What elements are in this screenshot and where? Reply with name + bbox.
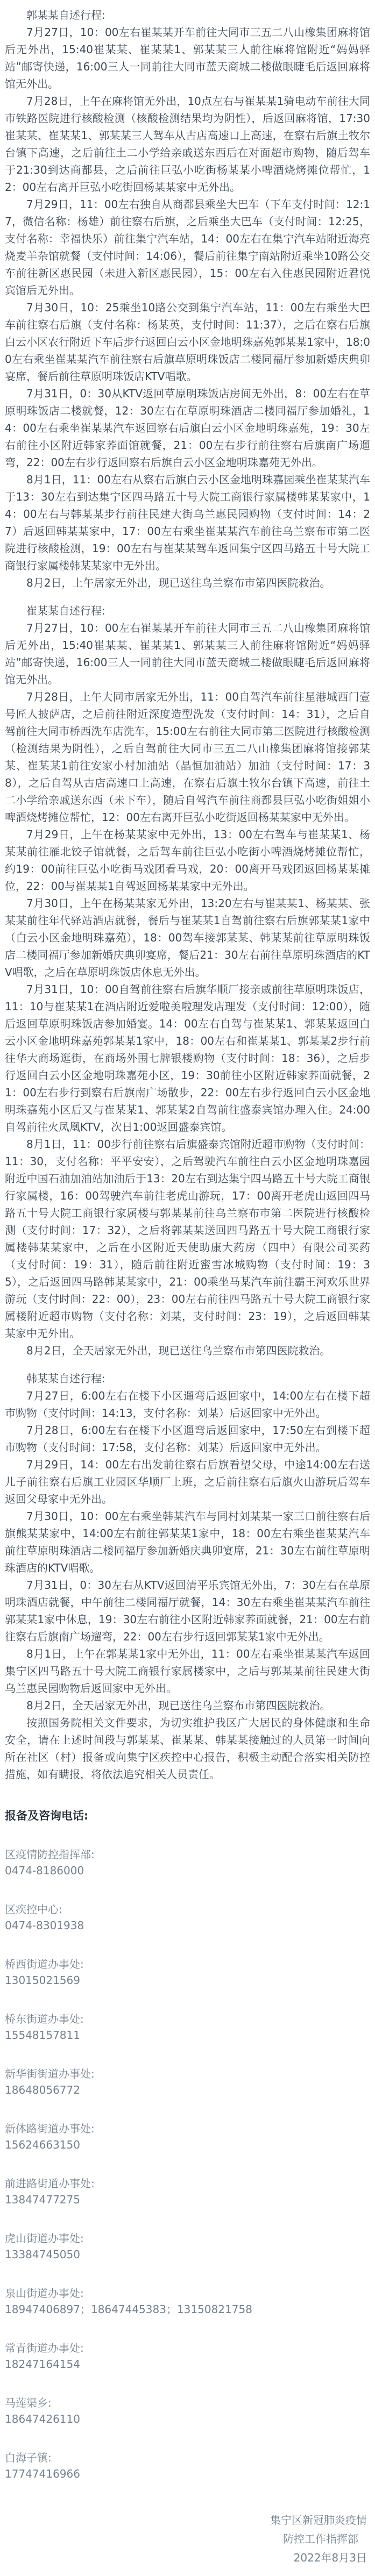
hotline-label: 区疾控中心: [5,1903,62,1916]
hotline-number: 0474-8301938 [5,1919,84,1932]
hotline-section-title: 报备及咨询电话: [5,1809,89,1822]
section-han-itinerary [5,1370,370,1783]
hotline-entry [5,2175,370,2208]
hotline-label: 白海子镇: [5,2451,52,2464]
hotline-label: 区疫情防控指挥部: [5,1848,95,1861]
section-cui-itinerary [5,602,370,1359]
signature-org-line2: 防控工作指挥部 [283,2532,358,2545]
itinerary-paragraph: 7月31日，0：30左右从KTV返回清平乐宾馆无外出，7：30左右在草原明珠酒店就餐，中午前往二楼同福厅就餐，14：30左右乘坐崔某某汽车前往郭某某1家中休息，19：30左右前往小区附近韩家荞面就餐，21：00左右前往察右后旗南广场遛弯，22：00左右步行返回郭某某1家中无外出。 [5,1579,370,1643]
itinerary-paragraph: 7月27日，10：00左右崔某某开车前往大同市三五二八山橡集团麻将馆后无外出，15:40崔某某、崔某某1、郭某某三人前往麻将馆附近“妈妈驿站”邮寄快递，16:00三人一同前往大同市蓝天商城二楼做眼睫毛后返回麻将馆无外出。 [5,622,370,686]
hotline-label: 新华街街道办事处: [5,2067,95,2080]
section-han-paragraphs [5,1387,370,1783]
signature-block [5,2511,370,2567]
hotline-number: 13847477275 [5,2193,80,2206]
hotline-label: 新体路街道办事处: [5,2122,95,2135]
itinerary-paragraph: 7月30日，10：00左右乘坐韩某汽车与同村刘某某一家三口前往察右后旗熊某某家中，14:00左右前往郭某某1家中，18：00左右乘坐崔某某汽车前往草原明珠酒店二楼同福厅参加新婚庆典卯宴席，21：30左右前往草原明珠酒店的KTV唱歌。 [5,1510,370,1574]
hotline-entry [5,1901,370,1933]
hotline-entry [5,2121,370,2153]
itinerary-paragraph: 7月28日，上午在麻将馆无外出，10点左右与崔某某1骑电动车前往大同市铁路医院进行核酸检测（核酸检测结果均为阴性），后返回麻将馆，17:30崔某某、崔某某1、郭某某三人驾车从古店高速口上高速，在察右后旗土牧尔台镇下高速，之后前往土二小学给亲戚送东西后在对面超市购物，随后驾车于21:30到达商都县，之后前往巨弘小吃街杨某某小啤酒烧烤摊位帮忙，12：00左右离开巨弘小吃街回杨某某家中无外出。 [5,95,370,194]
hotline-entry [5,2340,370,2372]
hotline-number: 18648056772 [5,2083,80,2096]
hotline-entry [5,2285,370,2317]
itinerary-paragraph: 7月29日，14：00左右出发前往察右后旗看望父母，中途14:00左右送儿子前往察右后旗工业园区华顺厂上班，之后前往察右后旗火山游玩后驾车返回父母家中无外出。 [5,1458,370,1505]
itinerary-paragraph: 8月1日，11：00步行前往察右后旗盛泰宾馆附近超市购物（支付时间：11：30，支付名称：平平安安），之后驾驶汽车前往白云小区金地明珠嘉园附近中国石油加油站加油后于13：20左右到达集宁四马路五十号大院工商银行家属楼，16：00驾驶汽车前往老虎山游玩，17：00离开老虎山返回四马路五十号大院工商银行家属楼与郭某某前往乌兰察布市第二医院进行核酸检测（支付时间：17：32），之后将郭某某送回四马路五十号大院工商银行家属楼韩某某家中，之后在小区附近天使助康大药房（四中）有限公司买药（支付时间：19：31），随后前往附近蜜雪冰城购物（支付时间：19：35），之后返回四马路韩某某家中，21：00乘坐马某汽车前往霸王河欢乐世界游玩（支付时间：22：00），23：00左右前往四马路五十号大院工商银行家属楼附近超市购物（支付名称：刘某，支付时间：23：19），之后返回韩某某家中无外出。 [5,1138,370,1340]
section-cui-paragraphs [5,619,370,1359]
hotline-number: 15624663150 [5,2138,80,2151]
hotline-entry [5,2395,370,2427]
hotline-entry [5,1846,370,1879]
hotline-entry [5,1956,370,1988]
signature-date: 2022年8月3日 [293,2551,367,2564]
itinerary-paragraph: 7月29日，11：00左右独自从商都县乘坐大巴车（下车支付时间：12:17，微信名称：杨雄）前往察右后旗，之后乘坐大巴车（支付时间：12:25，支付名称：幸福快乐）前往集宁汽车站，14：00左右在集宁汽车站附近海亮烧麦羊杂馆就餐（支付时间：14:06），餐后前往集宁南站附近乘坐10路公交车前往新区惠民园（未进入新区惠民园），15：00左右入住惠民园附近君悦宾馆后无外出。 [5,198,370,297]
section-title-cui: 崔某某自述行程: [26,604,105,617]
hotline-label: 桥东街道办事处: [5,2013,84,2025]
hotline-label: 常青街道办事处: [5,2342,84,2354]
signature-org-line1: 集宁区新冠肺炎疫情 [270,2514,367,2527]
hotline-label: 前进路街道办事处: [5,2177,95,2190]
section-guo-paragraphs [5,24,370,591]
hotline-number: 18247164154 [5,2358,80,2371]
hotline-number: 0474-8186000 [5,1864,84,1877]
hotline-list [5,1846,370,2482]
itinerary-paragraph: 7月30日，上午在杨某某家无外出，13:20左右与崔某某1、杨某某、张某某前往年代驿站酒店就餐，餐后与崔某某1自驾前往察右后旗郭某某1家中（白云小区金地明珠嘉苑），18：00驾车接郭某某、韩某某前往草原明珠饭店二楼同福厅参加新婚庆典卯宴席，餐后21：30左右前往草原明珠酒店的KTV唱歌，之后在草原明珠饭店休息无外出。 [5,897,370,979]
hotline-number: 18647426110 [5,2413,80,2425]
hotline-entry [5,2450,370,2482]
hotline-label: 虎山街道办事处: [5,2232,84,2245]
hotline-label: 马莲渠乡: [5,2396,52,2409]
itinerary-paragraph: 8月1日，上午在郭某某1家中无外出，11：00左右乘坐崔某某汽车返回集宁区四马路五十号大院工商银行家属楼家中，之后与郭某某前往民建大街乌兰惠民园购物后返回家中无外出。 [5,1647,370,1695]
itinerary-paragraph: 8月2日，上午居家无外出，现已送往乌兰察布市第四医院救治。 [26,576,331,589]
itinerary-paragraph: 7月31日，10：00自驾前往察右后旗华顺厂接亲戚前往草原明珠饭店，11：10与崔某某1在酒店附近爱啦美啦理发店理发（支付时间：12:00），随后返回草原明珠饭店参加婚宴。14：00左右自驾与崔某某1、郭某某返回白云小区金地明珠嘉苑郭某某1家中，18：00左右和崔某某1、郭某某2步行前往华大商场逛街，在商场外围七牌银楼购物（支付时间：18：36），之后步行返回白云小区金地明珠嘉苑小区，19：30前往小区附近韩家荞面就餐，21：00左右步行到察右后旗南广场散步，22：00左右步行返回白云小区金地明珠嘉苑小区后又与崔某某1、郭某某2自驾前往盛泰宾馆办理入住。24:00自驾前往火凤凰KTV，次日1:00返回盛泰宾馆。 [5,983,370,1133]
hotline-number: 13384745050 [5,2248,80,2261]
hotline-entry [5,2066,370,2098]
hotline-number: 17747416966 [5,2467,80,2480]
itinerary-paragraph: 8月2日，全天居家无外出，现已送往乌兰察布市第四医院救治。 [26,1699,331,1712]
section-title-guo: 郭某某自述行程: [26,9,105,22]
hotline-section [5,1808,370,2482]
hotline-number: 15548157811 [5,2029,80,2042]
itinerary-paragraph: 按照国务院相关文件要求，为切实维护我区广大居民的身体健康和生命安全，请在上述时间段与郭某某、崔某某、韩某某接触过的人员第一时间向所在社区（村）报备或向集宁区疾控中心报告，积极主动配合落实相关防控措施，如有瞒报，将依法追究相关人员责任。 [5,1716,370,1781]
itinerary-paragraph: 7月30日，10：25乘坐10路公交到集宁汽车站，11：00左右乘坐大巴车前往察右后旗（支付名称：杨某英，支付时间：11:37），之后在察右后旗白云小区农行附近下车后步行返回白云小区金地明珠嘉苑郭某某1家中，18:00左右乘坐崔某某汽车前往察右后旗草原明珠饭店二楼同福厅参加新婚庆典卯宴席，餐后前往草原明珠饭店KTV唱歌。 [5,301,370,383]
itinerary-paragraph: 7月27日，10：00左右崔某某开车前往大同市三五二八山橡集团麻将馆后无外出，15:40崔某某、崔某某1、郭某某三人前往麻将馆附近“妈妈驿站”邮寄快递，16:00三人一同前往大同市蓝天商城二楼做眼睫毛后返回麻将馆无外出。 [5,26,370,90]
hotline-label: 泉山街道办事处: [5,2287,84,2300]
section-title-han: 韩某某自述行程: [26,1372,105,1385]
itinerary-paragraph: 7月27日，6:00左右在楼下小区遛弯后返回家中，14:00左右在楼下超市购物（支付时间：14:13，支付名称：刘某）后返回家中无外出。 [5,1389,370,1419]
itinerary-paragraph: 7月29日，上午在杨某某家中无外出，13：00左右驾车与崔某某1、杨某某前往雁北饺子馆就餐，之后驾车前往巨弘小吃街小啤酒烧烤摊位帮忙，约19：00前往巨弘小吃街马戏团看马戏，20：00离开马戏团返回杨某某摊位，22：00与崔某某1自驾返回杨某某家中无外出。 [5,828,370,893]
hotline-number: 18947406897；18647445383；13150821758 [5,2303,252,2316]
itinerary-paragraph: 7月28日，上午大同市居家无外出，11：00自驾汽车前往星港城西门壹号匠人披萨店，之后前往附近深度造型洗发（支付时间：14：31），之后自驾前往大同市桥西洗车店洗车，15:00左右前往大同市第三医院进行核酸检测（检测结果为阴性），之后自驾前往大同市三五二八山橡集团麻将馆接郭某某、崔某某1前往安家小村加油站（晶恒加油站）加油（支付时间：17：38），之后自驾从古店高速口上高速，在察右后旗土牧尔台镇下高速，前往土二小学给亲戚送东西（未下车），随后自驾汽车前往商都县巨弘小吃街姐姐小啤酒烧烤摊位帮忙，12：00左右离开巨弘小吃街返回杨某某家中无外出。 [5,690,370,824]
hotline-entry [5,2011,370,2043]
section-guo-itinerary [5,6,370,591]
hotline-number: 13015021569 [5,1974,80,1987]
hotline-label: 桥西街道办事处: [5,1958,84,1971]
itinerary-paragraph: 7月28日，6:00左右在楼下小区遛弯后返回家中，17:50左右到楼下超市购物（支付时间：17:58，支付名称：刘某）后返回家中无外出。 [5,1424,370,1454]
itinerary-paragraph: 8月1日，11：00左右从察右后旗白云小区金地明珠嘉园乘坐崔某某汽车于13：30左右到达集宁区四马路五十号大院工商银行家属楼韩某某家中，14：00左右与韩某某步行前往民建大街乌兰惠民园购物（支付时间：14：27）后返回韩某某家中，17：00左右乘坐崔某某汽车前往乌兰察布市第二医院进行核酸检测，19：00左右与崔某某驾车返回集宁区四马路五十号大院工商银行家属楼韩某某家中无外出。 [5,473,370,572]
itinerary-paragraph: 8月2日，全天居家无外出，现已送往乌兰察布市第四医院救治。 [26,1344,331,1357]
itinerary-paragraph: 7月31日，0：30从KTV返回草原明珠饭店房间无外出，8：00左右在草原明珠饭店二楼就餐，12：30左右在草原明珠酒店二楼同福厅参加婚礼，14：00左右乘坐崔某某汽车返回察右后旗白云小区金地明珠嘉苑，19：30左右前往小区附近韩家荞面馆就餐，21：00左右步行前往察右后旗南广场遛弯，22：00左右步行返回察右后旗白云小区金地明珠嘉苑无外出。 [5,387,370,469]
hotline-entry [5,2230,370,2263]
